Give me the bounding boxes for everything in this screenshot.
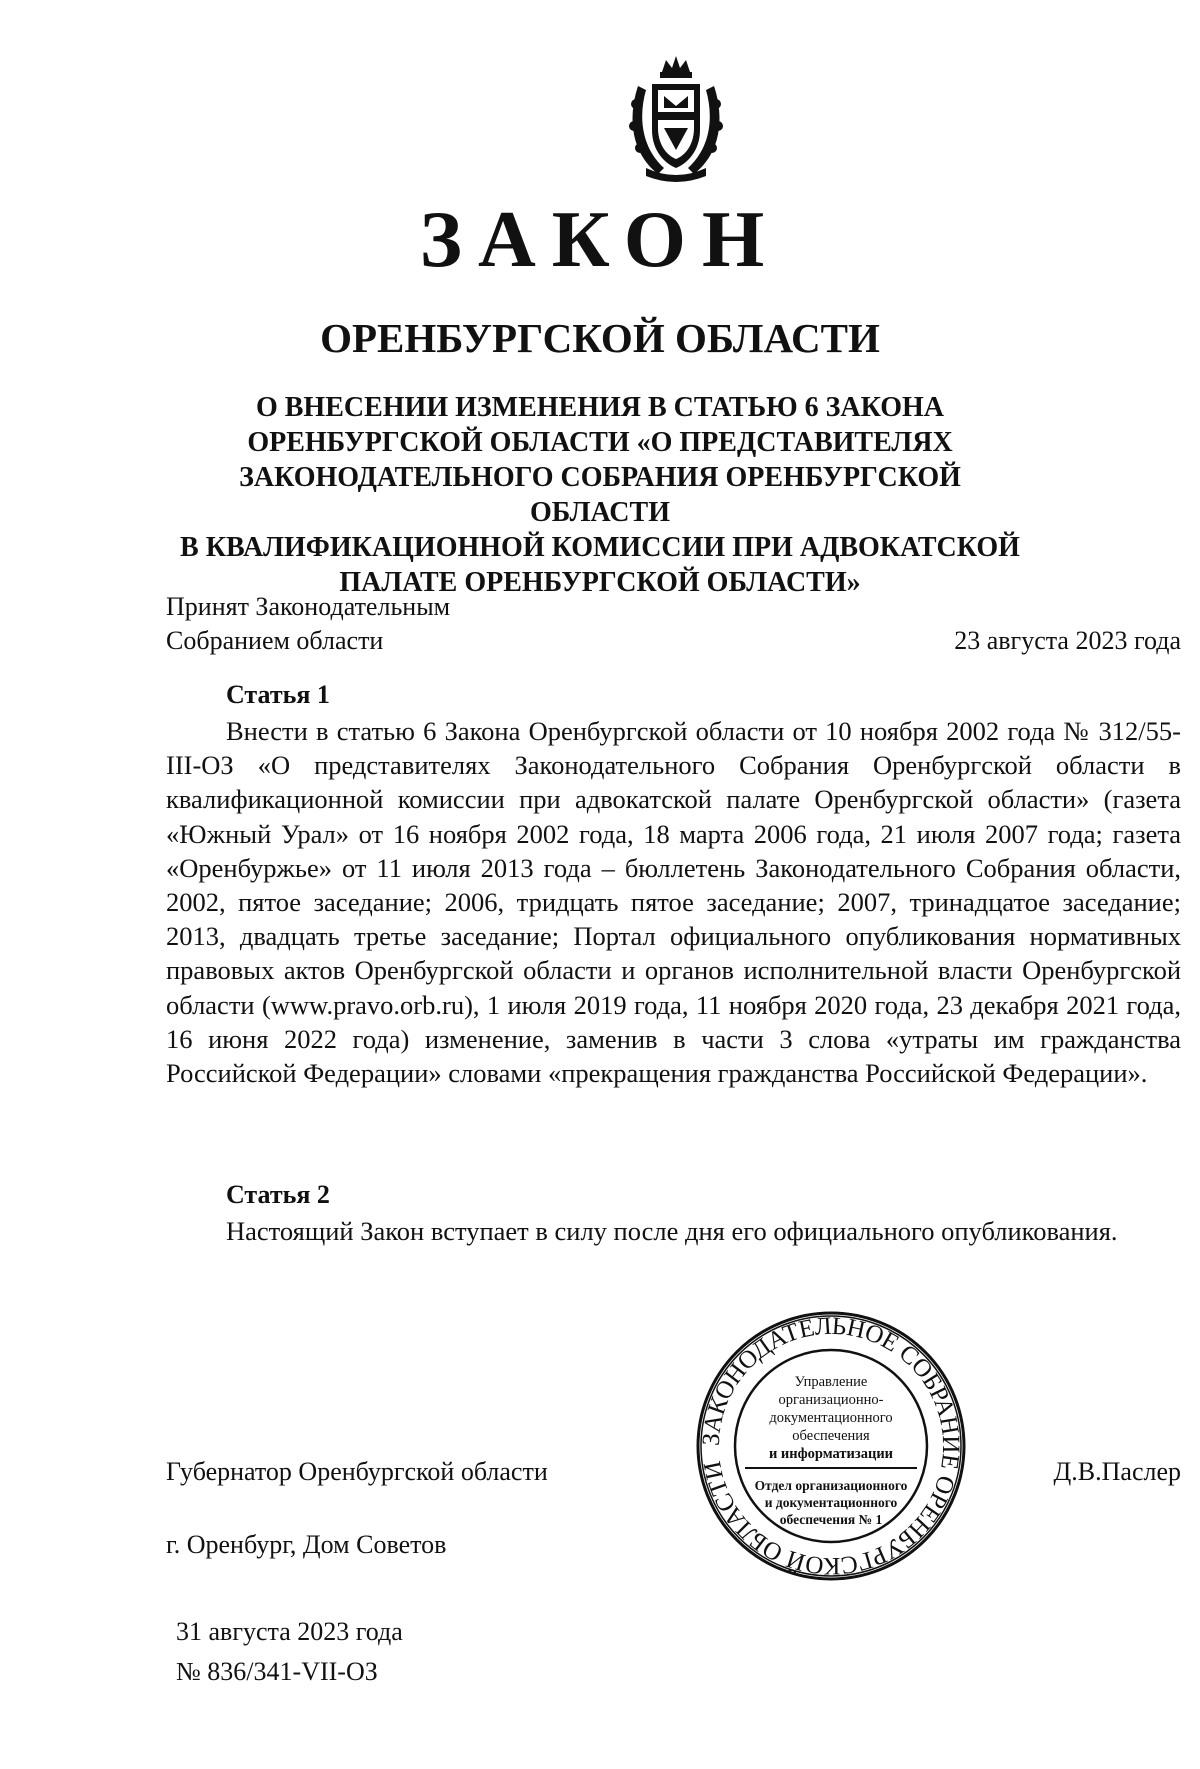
official-seal-stamp <box>695 1310 967 1582</box>
seal-dept-line: Отдел организационного <box>754 1478 908 1493</box>
seal-dept-line: обеспечения № 1 <box>779 1512 883 1527</box>
adopted-by-line-2: Собранием области <box>166 626 384 655</box>
seal-dept-line: и документационного <box>764 1495 898 1510</box>
signature-row <box>166 1457 1181 1487</box>
article-2-title: Статья 2 <box>226 1180 330 1209</box>
adoption-block <box>166 590 1181 658</box>
subject-line: ПАЛАТЕ ОРЕНБУРГСКОЙ ОБЛАСТИ» <box>339 567 861 598</box>
article-1-text: Внести в статью 6 Закона Оренбургской области от 10 ноября 2002 года № 312/55-III-ОЗ «О представителях Законодательного Собрания Оренбургской области в квалификационной комиссии при адвокатской палате Оренбургской области» (газета «Южный Урал» от 16 ноября 2002 года, 18 марта 2006 года, 21 июля 2007 года; газета «Оренбуржье» от 11 июля 2013 года – бюллетень Законодательного Собрания области, 2002, пятое заседание; 2006, тридцать пятое заседание; 2007, тринадцатое заседание; 2013, двадцать третье заседание; Портал официального опубликования нормативных правовых актов Оренбургской области и органов исполнительной власти Оренбургской области (www.pravo.orb.ru), 1 июля 2019 года, 11 ноября 2020 года, 23 декабря 2021 года, 16 июня 2022 года) изменение, заменив в части 3 слова «утраты им гражданства Российской Федерации» словами «прекращения гражданства Российской Федерации». <box>166 716 1181 1089</box>
signing-place: г. Оренбург, Дом Советов <box>166 1530 447 1559</box>
seal-line: организационно- <box>778 1392 884 1408</box>
subject-line: О ВНЕСЕНИИ ИЗМЕНЕНИЯ В СТАТЬЮ 6 ЗАКОНА <box>255 392 945 423</box>
law-number: № 836/341-VII-ОЗ <box>176 1657 378 1686</box>
signing-date: 31 августа 2023 года <box>176 1617 403 1646</box>
subject-line: ОРЕНБУРГСКОЙ ОБЛАСТИ «О ПРЕДСТАВИТЕЛЯХ <box>247 427 953 458</box>
adopted-by-line-1: Принят Законодательным <box>166 592 451 621</box>
signing-block <box>176 1612 403 1692</box>
seal-line: обеспечения <box>792 1428 870 1444</box>
document-title: ЗАКОН <box>419 196 781 284</box>
article-2-text: Настоящий Закон вступает в силу после дня его официального опубликования. <box>226 1216 1118 1246</box>
coat-of-arms-icon <box>624 56 728 182</box>
subject-line: В КВАЛИФИКАЦИОННОЙ КОМИССИИ ПРИ АДВОКАТСКОЙ <box>180 532 1020 563</box>
seal-ring-text: ЗАКОНОДАТЕЛЬНОЕ СОБРАНИЕ ОРЕНБУРГСКОЙ ОБЛАСТИ <box>697 1312 965 1580</box>
article-1-title: Статья 1 <box>226 680 330 709</box>
law-subject <box>170 390 1030 600</box>
signatory-position: Губернатор Оренбургской области <box>166 1457 548 1486</box>
signatory-name: Д.В.Паслер <box>1053 1457 1181 1486</box>
seal-line: Управление <box>794 1374 868 1390</box>
seal-line: документационного <box>769 1410 893 1426</box>
seal-line: и информатизации <box>768 1446 894 1462</box>
adoption-date: 23 августа 2023 года <box>954 626 1181 655</box>
subject-line: ЗАКОНОДАТЕЛЬНОГО СОБРАНИЯ ОРЕНБУРГСКОЙ ОБЛАСТИ <box>239 462 961 528</box>
region-title: ОРЕНБУРГСКОЙ ОБЛАСТИ <box>320 315 880 361</box>
